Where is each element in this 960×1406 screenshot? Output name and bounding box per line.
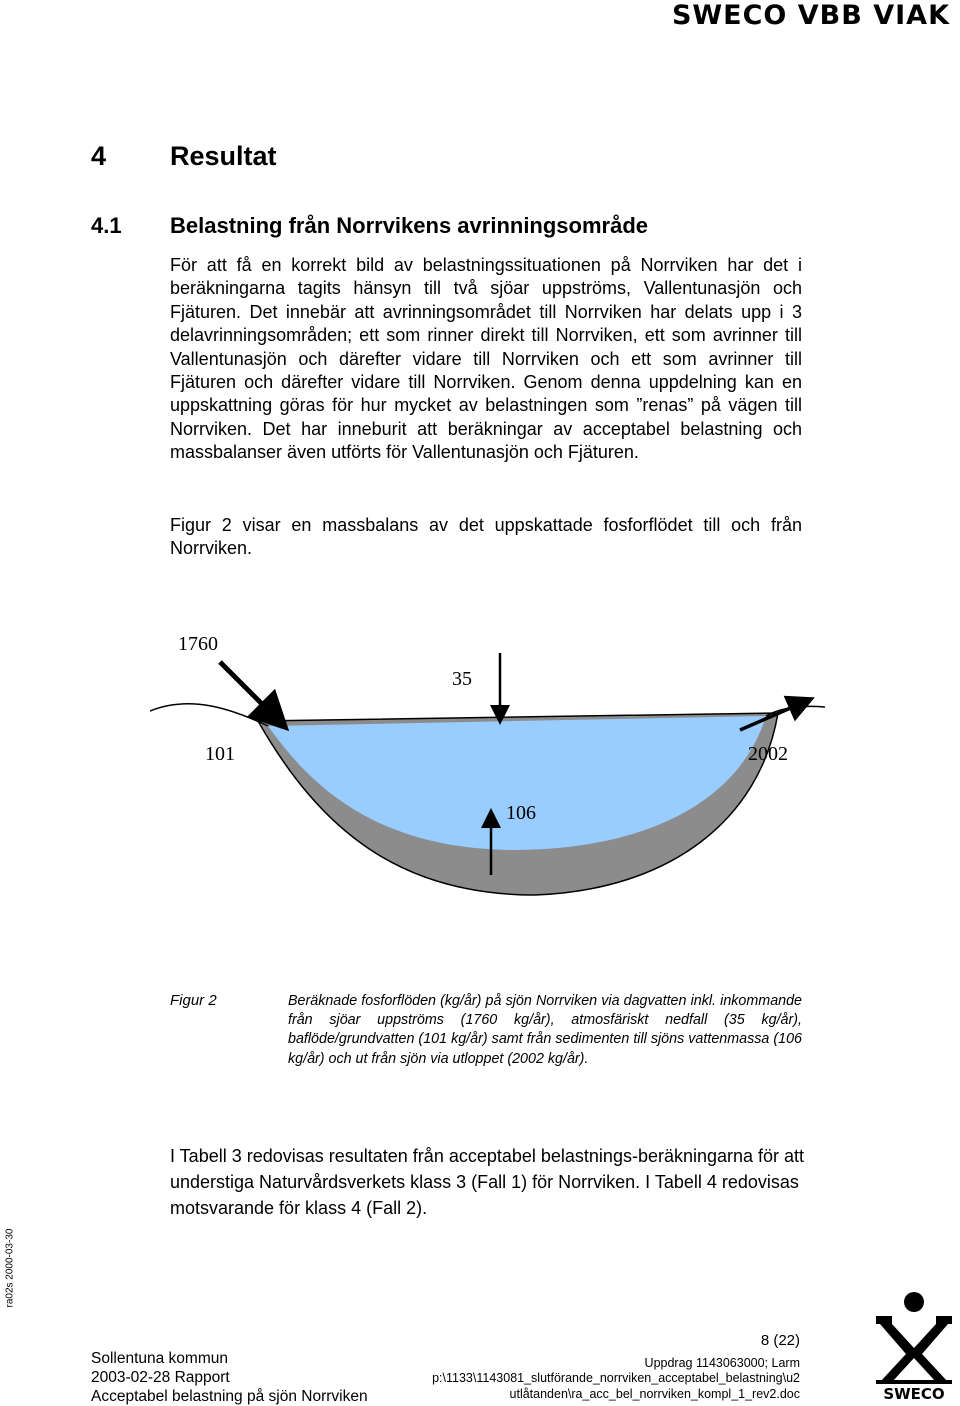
footer-path-1: p:\1133\1143081_slutförande_norrviken_acceptabel_belastning\u2 (432, 1371, 800, 1385)
subsection-number: 4.1 (91, 213, 122, 238)
brand-header: SWECO VBB VIAK (671, 0, 950, 31)
figure-caption-label: Figur 2 (170, 992, 217, 1009)
label-outflow: 2002 (748, 743, 788, 765)
sweco-logo-icon (872, 1290, 956, 1402)
shoreline-left (150, 704, 268, 726)
paragraph-tables: I Tabell 3 redovisas resultaten från acceptabel belastnings-beräkningarna för att understiga Naturvårdsverkets klass 3 (Fall 1) för Norrviken. I Tabell 4 redovisas motsvarande för klass 4 (Fall 2). (170, 1146, 805, 1218)
paragraph-figure-ref: Figur 2 visar en massbalans av det uppskattade fosforflödet till och från Norrviken. (170, 515, 802, 559)
footer-assignment: Uppdrag 1143063000; Larm (644, 1355, 800, 1370)
paragraph-intro: För att få en korrekt bild av belastningssituationen på Norrviken har det i beräkningarna tagits hänsyn till två sjöar uppströms, Vallentunasjön och Fjäturen. Det innebär att avrinningsområdet till Norrviken har delats upp i 3 delavrinningsområden; ett som rinner direkt till Norrviken, ett som avrinner till Vallentunasjön och därefter vidare till Norrviken och ett som avrinner till Fjäturen och därefter vidare till Norrviken. Genom denna uppdelning kan en uppskattning göras för hur mycket av belastningen som ”renas” på vägen till Norrviken. Det har inneburit att beräkningar av acceptabel belastning och massbalanser även utförts för Vallentunasjön och Fjäturen. (170, 255, 802, 463)
footer-title: Acceptabel belastning på sjön Norrviken (91, 1388, 368, 1405)
label-inflow: 1760 (178, 633, 218, 655)
label-sediment: 106 (506, 802, 536, 824)
figure-caption-text: Beräknade fosforflöden (kg/år) på sjön Norrviken via dagvatten inkl. inkommande från sjöar uppströms (1760 kg/år), atmosfäriskt nedfall (35 kg/år), baflöde/grundvatten (101 kg/år) samt från sedimenten till sjöns vattenmassa (106 kg/år) och ut från sjön via utloppet (2002 kg/år). (288, 993, 802, 1067)
logo-text: SWECO (883, 1385, 945, 1402)
label-atmospheric: 35 (452, 668, 472, 690)
section-title: Resultat (170, 141, 277, 171)
footer-client: Sollentuna kommun (91, 1350, 228, 1367)
footer-date-type: 2003-02-28 Rapport (91, 1369, 230, 1386)
section-heading (91, 141, 277, 172)
section-number: 4 (91, 141, 107, 171)
footer-right (432, 1333, 800, 1402)
footer-path-2: utlåtanden\ra_acc_bel_norrviken_kompl_1_rev2.doc (509, 1386, 800, 1401)
page-number: 8 (22) (760, 1332, 800, 1349)
label-baseflow: 101 (205, 743, 235, 765)
arrow-upstream-inflow (220, 662, 275, 717)
footer-left (91, 1349, 368, 1406)
subsection-heading (91, 213, 648, 239)
subsection-title: Belastning från Norrvikens avrinningsområde (170, 213, 649, 238)
phosphorus-balance-diagram (150, 620, 830, 920)
document-code: ra02s 2000-03-30 (4, 1228, 16, 1308)
